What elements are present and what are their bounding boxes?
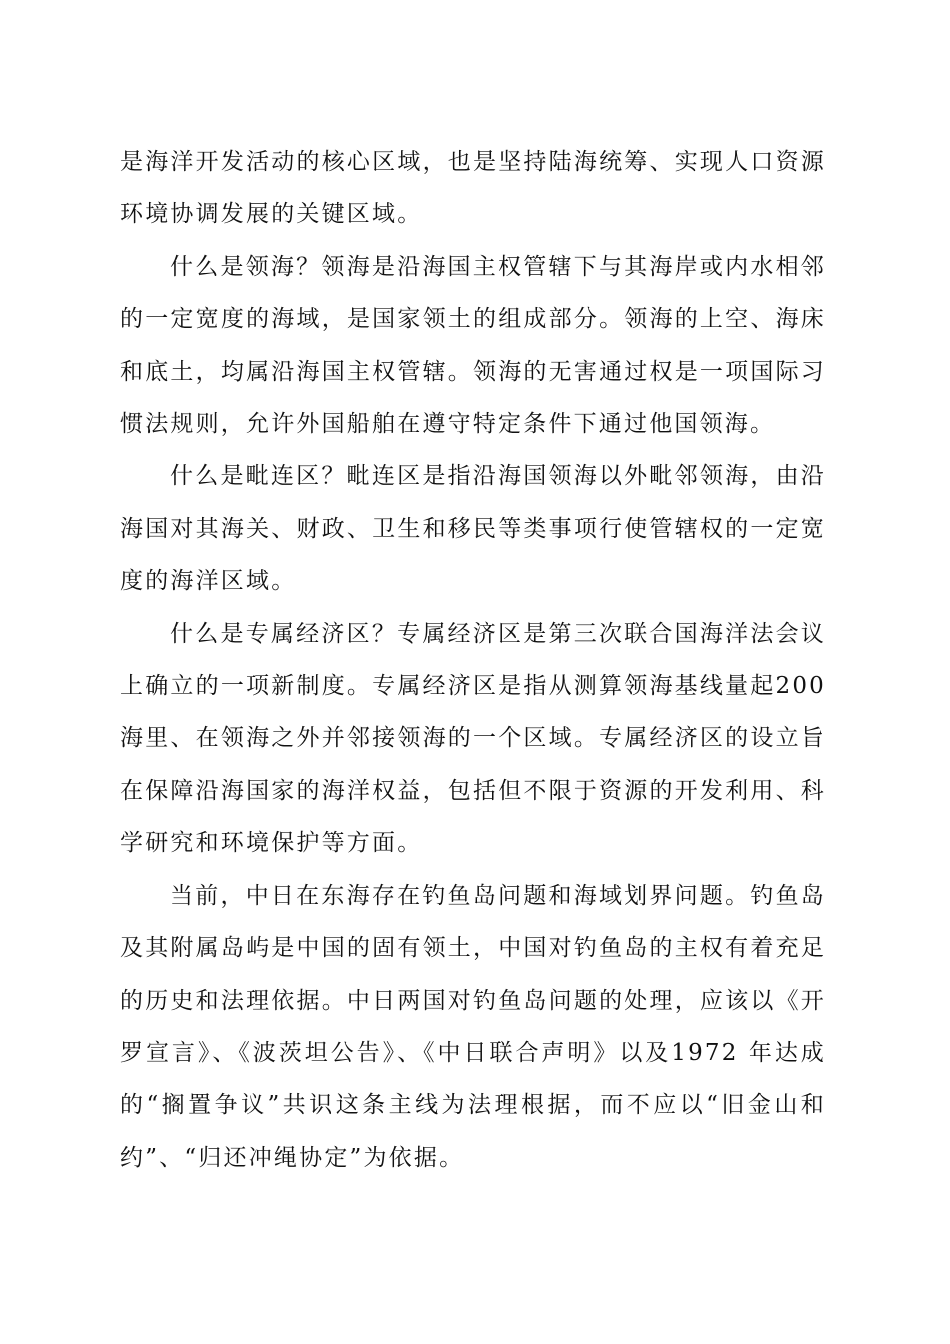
document-body	[120, 136, 826, 1184]
paragraph-territorial-sea: 什么是领海？领海是沿海国主权管辖下与其海岸或内水相邻的一定宽度的海域，是国家领土的组成部分。领海的上空、海床和底土，均属沿海国主权管辖。领海的无害通过权是一项国际习惯法规则，允许外国船舶在遵守特定条件下通过他国领海。	[120, 253, 826, 438]
paragraph-exclusive-economic-zone: 什么是专属经济区？专属经济区是第三次联合国海洋法会议上确立的一项新制度。专属经济区是指从测算领海基线量起200 海里、在领海之外并邻接领海的一个区域。专属经济区的设立旨在保障沿海国家的海洋权益，包括但不限于资源的开发利用、科学研究和环境保护等方面。	[120, 620, 826, 857]
paragraph-contiguous-zone: 什么是毗连区？毗连区是指沿海国领海以外毗邻领海，由沿海国对其海关、财政、卫生和移民等类事项行使管辖权的一定宽度的海洋区域。	[120, 463, 826, 595]
paragraph-coastal-zone-continuation: 是海洋开发活动的核心区域，也是坚持陆海统筹、实现人口资源环境协调发展的关键区域。	[120, 149, 826, 228]
paragraph-diaoyu-islands: 当前，中日在东海存在钓鱼岛问题和海域划界问题。钓鱼岛及其附属岛屿是中国的固有领土，中国对钓鱼岛的主权有着充足的历史和法理依据。中日两国对钓鱼岛问题的处理，应该以《开罗宣言》、《波茨坦公告》、《中日联合声明》以及1972 年达成的“搁置争议”共识这条主线为法理根据，而不应以“旧金山和约”、“归还冲绳协定”为依据。	[120, 882, 826, 1171]
